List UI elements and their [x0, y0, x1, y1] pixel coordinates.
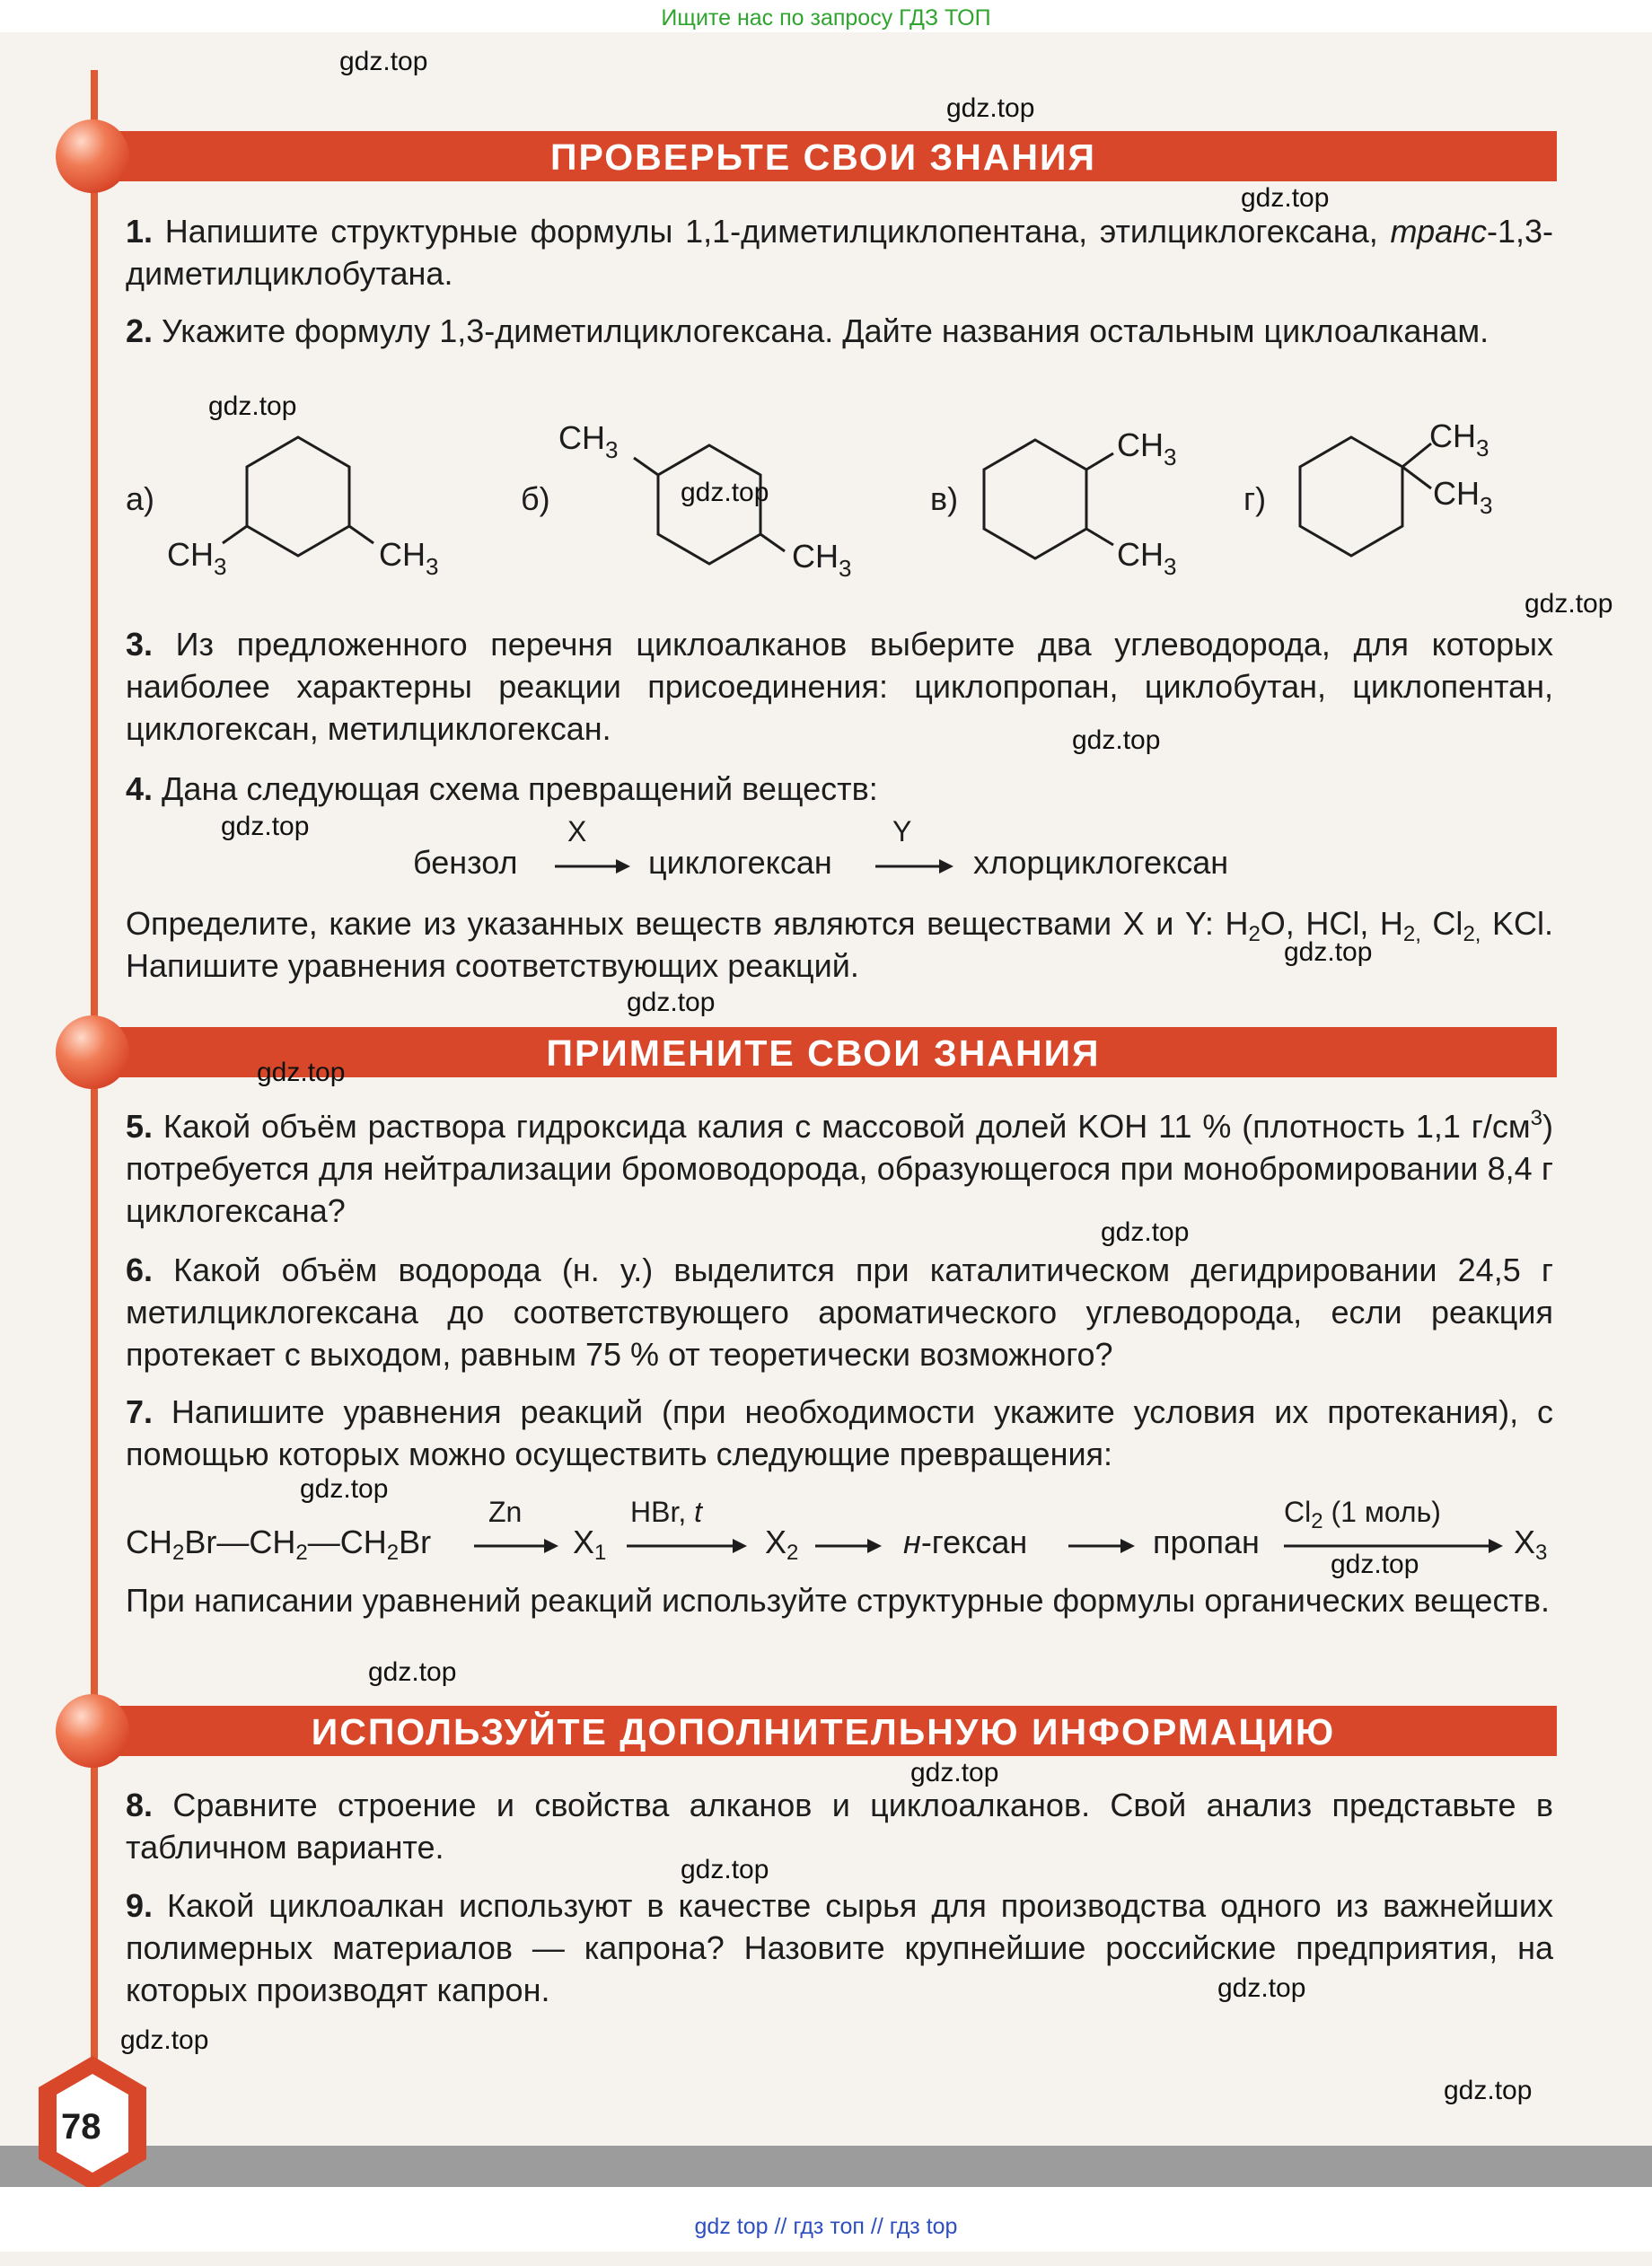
- cyclohexane-ring-g: [1300, 437, 1402, 556]
- watermark: gdz.top: [681, 478, 769, 507]
- watermark: gdz.top: [120, 2025, 209, 2055]
- ch3-g-top: $CH_3$: [1429, 417, 1489, 461]
- label-v: в): [930, 480, 959, 517]
- question-number: 5.: [126, 1108, 154, 1145]
- watermark: gdz.top: [257, 1058, 346, 1087]
- question-text: Дана следующая схема превращений веществ:: [162, 770, 878, 807]
- chain-hexane: н-гексан: [903, 1524, 1028, 1560]
- question-4-tail: Определите, какие из указанных веществ являются веществами X и Y: $H_2O$, HCl, $H_{2,}$ $Cl_{2,}$ KCl. Напишите уравнения соответствующих реакций.: [126, 905, 1553, 984]
- scheme-benzene: бензол: [413, 844, 518, 881]
- watermark: gdz.top: [1241, 183, 1330, 213]
- question-number: 7.: [126, 1393, 154, 1430]
- question-text: Какой объём водорода (н. у.) выделится при каталитическом дегидрировании 24,5 г метилциклогексана до соответствующего ароматического углеводорода, если реакция протекает с выходом, равным 75 % от теоретически возможного?: [126, 1252, 1553, 1373]
- section-header-apply-knowledge: ПРИМЕНИТЕ СВОИ ЗНАНИЯ: [90, 1027, 1557, 1077]
- cyclohexane-ring-a: [247, 437, 349, 556]
- question-text-tail: -1,3-диметилциклобутана.: [126, 213, 1553, 292]
- question-number: 4.: [126, 770, 154, 807]
- top-banner[interactable]: Ищите нас по запросу ГДЗ ТОП: [0, 0, 1652, 32]
- watermark: gdz.top: [208, 391, 297, 421]
- watermark: gdz.top: [1284, 937, 1373, 967]
- watermark: gdz.top: [1444, 2076, 1533, 2105]
- scheme-chlorocyclohexane: хлорциклогексан: [973, 844, 1229, 881]
- watermark: gdz.top: [221, 812, 310, 841]
- section-bullet-icon: [56, 1015, 129, 1089]
- cyclohexane-ring-v: [984, 440, 1086, 558]
- watermark: gdz.top: [1525, 589, 1613, 619]
- question-7: [126, 1391, 1553, 1475]
- question-3: [126, 623, 1553, 750]
- ch3-g-bottom: $CH_3$: [1433, 475, 1493, 519]
- question-4: [126, 768, 1553, 810]
- question-number: 2.: [126, 312, 154, 349]
- watermark: gdz.top: [368, 1657, 457, 1687]
- watermark: gdz.top: [627, 988, 716, 1017]
- question-7-tail: [126, 1579, 1553, 1621]
- question-5: 5. Какой объём раствора гидроксида калия с массовой долей KOH 11 % (плотность 1,1 $г/см^3$) потребуется для нейтрализации бромоводорода, образующегося при монобромировании 8,4 г циклогексана?: [126, 1106, 1553, 1229]
- question-9: [126, 1884, 1553, 2011]
- question-6: [126, 1249, 1553, 1375]
- ch3-a-left: $CH_3$: [167, 536, 227, 580]
- watermark: gdz.top: [946, 93, 1035, 123]
- watermark: gdz.top: [681, 1855, 769, 1884]
- watermark: gdz.top: [300, 1474, 389, 1504]
- chain-start: $CH_2Br—CH_2—CH_2Br$: [126, 1524, 432, 1565]
- question-text: Укажите формулу 1,3-диметилциклогексана. Дайте названия остальным циклоалканам.: [162, 312, 1489, 349]
- question-text: Сравните строение и свойства алканов и циклоалканов. Свой анализ представьте в табличном варианте.: [126, 1787, 1553, 1866]
- question-text: Напишите уравнения реакций (при необходимости укажите условия их протекания), с помощью которых можно осуществить следующие превращения:: [126, 1393, 1553, 1472]
- ch3-b-bottom: $CH_3$: [792, 538, 852, 582]
- question-number: 1.: [126, 213, 154, 250]
- chain-cl2: $Cl_2$ (1 моль): [1284, 1496, 1441, 1533]
- ch3-a-right: $CH_3$: [379, 536, 439, 580]
- watermark: gdz.top: [1101, 1217, 1190, 1247]
- watermark: gdz.top: [1217, 1973, 1306, 2003]
- question-text: При написании уравнений реакций используйте структурные формулы органических веществ.: [126, 1582, 1551, 1619]
- watermark: gdz.top: [339, 47, 428, 76]
- label-b: б): [521, 480, 550, 517]
- watermark: gdz.top: [1331, 1550, 1419, 1579]
- section-bullet-icon: [56, 1694, 129, 1768]
- question-text: Какой циклоалкан используют в качестве сырья для производства одного из важнейших полимерных материалов — капрона? Назовите крупнейшие российские предприятия, на которых производят капрон.: [126, 1887, 1553, 2008]
- watermark: gdz.top: [910, 1758, 999, 1787]
- scheme-y: Y: [892, 815, 912, 848]
- question-italic: транс: [1390, 213, 1487, 250]
- question-number: 9.: [126, 1887, 154, 1924]
- page-number: 78: [61, 2107, 101, 2147]
- question-number: 8.: [126, 1787, 154, 1823]
- chain-x1: $X_1$: [573, 1524, 607, 1565]
- ch3-v-bottom: $CH_3$: [1117, 536, 1177, 580]
- chain-x2: $X_2$: [765, 1524, 799, 1565]
- chain-hbr: HBr, t: [630, 1496, 703, 1528]
- section-header-check-knowledge: ПРОВЕРЬТЕ СВОИ ЗНАНИЯ: [90, 131, 1557, 181]
- chain-propane: пропан: [1153, 1524, 1260, 1560]
- question-number: 6.: [126, 1252, 154, 1288]
- question-text: Напишите структурные формулы 1,1-диметилциклопентана, этилциклогексана,: [164, 213, 1391, 250]
- watermark: gdz.top: [1072, 725, 1161, 755]
- label-a: а): [126, 480, 155, 517]
- scheme-x: X: [567, 815, 587, 848]
- footer-links[interactable]: gdz top // гдз топ // гдз top: [0, 2187, 1652, 2252]
- ch3-v-top: $CH_3$: [1117, 426, 1177, 470]
- ch3-b-top: $CH_3$: [558, 419, 619, 463]
- question-text: Из предложенного перечня циклоалканов выберите два углеводорода, для которых наиболее характерны реакции присоединения: циклопропан, циклобутан, циклопентан, циклогексан, метилциклогексан.: [126, 626, 1553, 747]
- section-header-additional-info: ИСПОЛЬЗУЙТЕ ДОПОЛНИТЕЛЬНУЮ ИНФОРМАЦИЮ: [90, 1706, 1557, 1756]
- chain-zn: Zn: [488, 1496, 523, 1528]
- label-g: г): [1243, 480, 1267, 517]
- question-number: 3.: [126, 626, 154, 663]
- scheme-cyclohexane: циклогексан: [648, 844, 832, 881]
- question-8: [126, 1784, 1553, 1868]
- chain-x3: $X_3$: [1514, 1524, 1548, 1565]
